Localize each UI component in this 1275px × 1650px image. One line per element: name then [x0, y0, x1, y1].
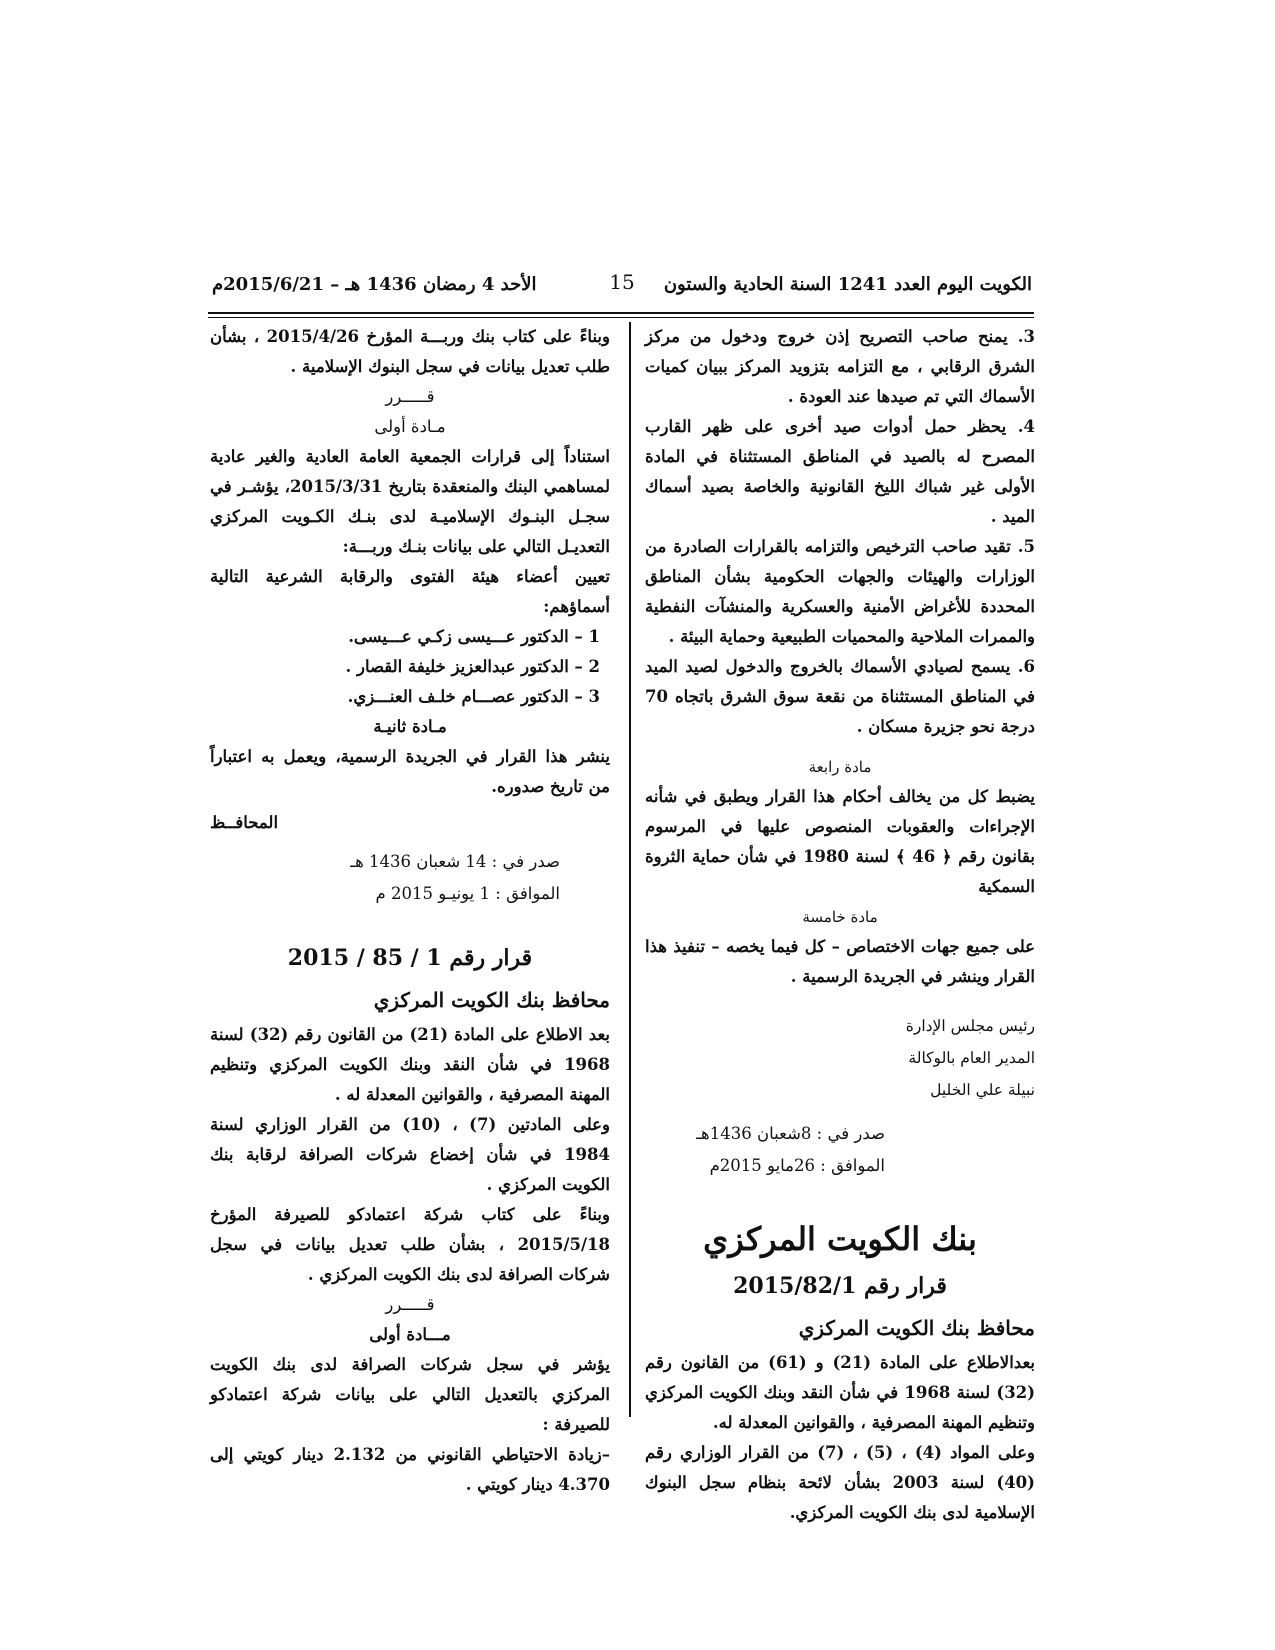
member-2: 2 – الدكتور عبدالعزيز خليفة القصار .: [345, 657, 600, 676]
signature-name: نبيلة علي الخليل: [930, 1081, 1035, 1099]
member-1: 1 – الدكتور عـــيسى زكـي عـــيسى.: [348, 627, 600, 646]
article1b-title: مـــادة أولى: [369, 1325, 451, 1344]
clause-5: 5. تقيد صاحب الترخيص والتزامه بالقرارات الصادرة من الوزارات والهيئات والجهات الحكومية بشأن المناطق المحددة للأغراض الأمنية والعسكرية والمنشآت النفطية والممرات الملاحية والمحميات الطبيعية وحماية البيئة .: [645, 537, 1035, 646]
issued-date-gregorian: الموافق : 26مايو 2015م: [709, 1156, 885, 1175]
article1-title: مـادة أولى: [374, 417, 446, 436]
header-rule-thick: [208, 312, 1034, 314]
preamble-1: بعد الاطلاع على المادة (21) من القانون رقم (32) لسنة 1968 في شأن النقد وبنك الكويت المركزي وتنظيم المهنة المصرفية ، والقوانين المعدلة له .: [210, 1025, 611, 1104]
header-rule-thin: [208, 317, 1034, 318]
appointment-line: تعيين أعضاء هيئة الفتوى والرقابة الشرعية التالية أسماؤهم:: [210, 567, 610, 616]
signature-line-1: رئيس مجلس الإدارة: [905, 1017, 1035, 1035]
left-column: [210, 322, 610, 1500]
column-divider: [629, 322, 631, 1417]
issued-date-gregorian: الموافق : 1 يونيـو 2015 م: [375, 884, 560, 903]
signature-line-2: المدير العام بالوكالة: [908, 1049, 1035, 1067]
article1-text: استناداً إلى قرارات الجمعية العامة العادية والغير عادية لمساهمي البنك والمنعقدة بتاريخ 2015/3/31، يؤشـر في سجـل البنـوك الإسلاميـة لدى بنـك الكـويت المركزي التعديـل التالي على بيانات بنـك وربـــة:: [210, 447, 611, 556]
page-number: 15: [609, 270, 635, 294]
decided-heading-2: قـــــرر: [385, 1295, 435, 1314]
preamble-1: بعدالاطلاع على المادة (21) و (61) من القانون رقم (32) لسنة 1968 في شأن النقد وبنك الكويت المركزي وتنظيم المهنة المصرفية ، والقوانين المعدلة له.: [645, 1353, 1035, 1432]
article5-text: على جميع جهات الاختصاص – كل فيما يخصه – تنفيذ هذا القرار وينشر في الجريدة الرسمية .: [645, 937, 1035, 986]
issued-date-hijri: صدر في : 14 شعبان 1436 هـ: [350, 852, 560, 871]
preamble-2: وعلى المادتين (7) ، (10) من القرار الوزاري لسنة 1984 في شأن إخضاع شركات الصرافة لرقابة بنك الكويت المركزي .: [210, 1115, 610, 1194]
decided-heading: قـــــرر: [385, 387, 435, 406]
governor-title: محافظ بنك الكويت المركزي: [798, 1316, 1035, 1340]
article2-title: مـادة ثانيـة: [373, 717, 447, 736]
preamble-3: وبناءً على كتاب شركة اعتمادكو للصيرفة المؤرخ 2015/5/18 ، بشأن طلب تعديل بيانات في سجل شركات الصرافة لدى بنك الكويت المركزي .: [210, 1205, 610, 1284]
governor-title: محافظ بنك الكويت المركزي: [373, 988, 610, 1012]
article1b-text: يؤشر في سجل شركات الصرافة لدى بنك الكويت المركزي بالتعديل التالي على بيانات شركة اعتمادكو للصيرفة :: [210, 1355, 610, 1434]
article4-title: مادة رابعة: [808, 758, 872, 776]
issued-date-hijri: صدر في : 8شعبان 1436هـ: [696, 1124, 885, 1143]
right-column: [645, 322, 1035, 1528]
page-header: [212, 270, 1032, 304]
bank-title: بنك الكويت المركزي: [703, 1220, 977, 1258]
preamble-2: وعلى المواد (4) ، (5) ، (7) من القرار الوزاري رقم (40) لسنة 2003 بشأن لائحة بنظام سجل البنوك الإسلامية لدى بنك الكويت المركزي.: [645, 1443, 1035, 1522]
governor-signature: المحافــظ: [210, 813, 279, 832]
header-issue-info: الكويت اليوم العدد 1241 السنة الحادية والستون: [663, 274, 1032, 295]
clause-4: 4. يحظر حمل أدوات صيد أخرى على ظهر القارب المصرح له بالصيد في المناطق المستثناة في المادة الأولى غير شباك الليخ القانونية والخاصة بصيد أسماك الميد .: [645, 417, 1035, 526]
article4-text: يضبط كل من يخالف أحكام هذا القرار ويطبق في شأنه الإجراءات والعقوبات المنصوص عليها في المرسوم بقانون رقم ﴿ 46 ﴾ لسنة 1980 في شأن حماية الثروة السمكية: [645, 787, 1035, 896]
article2-text: ينشر هذا القرار في الجريدة الرسمية، ويعمل به اعتباراً من تاريخ صدوره.: [210, 747, 610, 796]
article1b-item: –زيادة الاحتياطي القانوني من 2.132 دينار كويتي إلى 4.370 دينار كويتي .: [210, 1445, 610, 1494]
intro-paragraph: وبناءً على كتاب بنك وربـــة المؤرخ 2015/4/26 ، بشأن طلب تعديل بيانات في سجل البنوك الإسلامية .: [210, 327, 610, 376]
decision-number: قرار رقم 1 / 85 / 2015: [287, 945, 533, 971]
clause-3: 3. يمنح صاحب التصريح إذن خروج ودخول من مركز الشرق الرقابي ، مع التزامه بتزويد المركز ببيان كميات الأسماك التي تم صيدها عند العودة .: [645, 327, 1035, 406]
member-3: 3 – الدكتور عصـــام خلـف العنـــزي.: [347, 687, 600, 706]
clause-6: 6. يسمح لصيادي الأسماك بالخروج والدخول لصيد الميد في المناطق المستثناة من نقعة سوق الشرق باتجاه 70 درجة نحو جزيرة مسكان .: [645, 657, 1035, 736]
header-date: الأحد 4 رمضان 1436 هـ – 2015/6/21م: [212, 274, 537, 295]
decision-number: قرار رقم 2015/82/1: [733, 1273, 947, 1299]
article5-title: مادة خامسة: [802, 908, 878, 926]
